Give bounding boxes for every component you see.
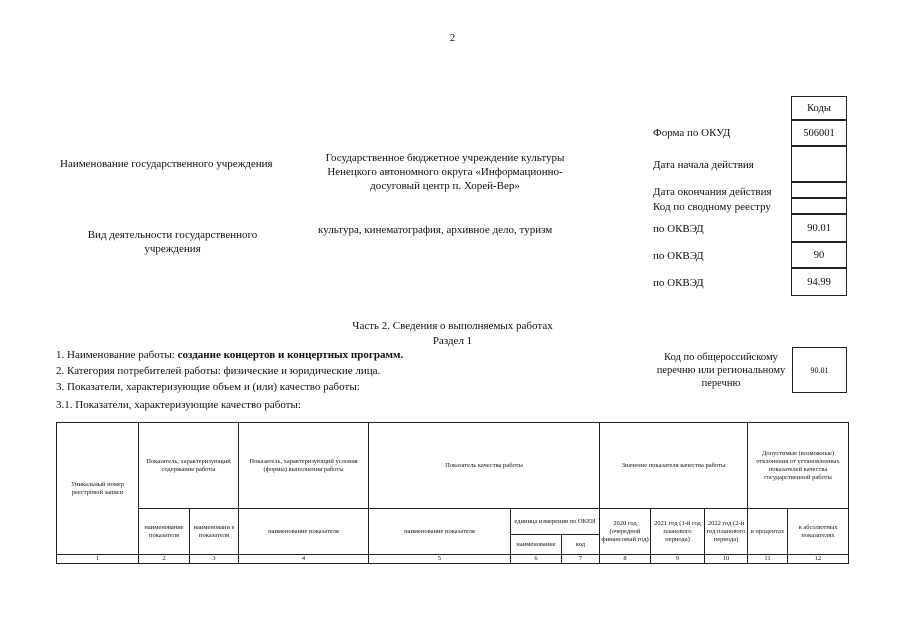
- sub-unit-okei: единица измерения по ОКЕИ: [511, 509, 600, 535]
- sub-absolute: в абсолютных показателях: [788, 509, 849, 555]
- column-number: 9: [651, 555, 705, 564]
- okved-value-1: 90.01: [791, 214, 847, 242]
- registry-label: Код по сводному реестру: [653, 201, 771, 213]
- activity-label: [60, 228, 285, 256]
- column-number: 1: [57, 555, 139, 564]
- column-number: 4: [239, 555, 369, 564]
- column-number: 7: [562, 555, 600, 564]
- sub-year-2020: 2020 год (очередной финансовый год): [600, 509, 651, 555]
- start-date-label: Дата начала действия: [653, 159, 754, 171]
- okved-label-3: по ОКВЭД: [653, 277, 704, 289]
- end-date-label: Дата окончания действия: [653, 186, 772, 198]
- sub-unit-code: код: [562, 535, 600, 555]
- activity-label-line: Вид деятельности государственного: [87, 229, 258, 241]
- institution-value-line: Государственное бюджетное учреждение культуры: [325, 152, 565, 164]
- activity-value: культура, кинематография, архивное дело, туризм: [318, 224, 553, 236]
- column-number: 8: [600, 555, 651, 564]
- sub-percent: в процентах: [748, 509, 788, 555]
- sub-year-2022: 2022 год (2-й год планового периода): [705, 509, 748, 555]
- quality-table: [56, 422, 849, 564]
- section-title: Раздел 1: [432, 335, 473, 347]
- okved-value-3: 94.99: [791, 268, 847, 296]
- activity-label-line: учреждения: [144, 243, 201, 255]
- header-unique-number: Уникальный номер реестровой записи: [57, 423, 139, 555]
- header-content-indicator: Показатель, характеризующий содержание работы: [139, 423, 239, 509]
- okved-value-2: 90: [791, 242, 847, 268]
- column-number: 2: [139, 555, 190, 564]
- work-name-prefix: 1. Наименование работы:: [56, 349, 178, 361]
- sub-indicator-name: наименование показателя: [369, 509, 511, 555]
- sub-unit-name: наименование: [511, 535, 562, 555]
- part-title: Часть 2. Сведения о выполняемых работах: [352, 320, 553, 332]
- institution-value: [300, 151, 590, 193]
- quality-title: 3.1. Показатели, характеризующие качество работы:: [56, 399, 301, 411]
- registry-code-label-line: перечню или региональному: [656, 365, 786, 376]
- page-number: 2: [449, 32, 456, 44]
- header-conditions-indicator: Показатель, характеризующий условия (формы) выполнения работы: [239, 423, 369, 509]
- okud-value: 506001: [791, 120, 847, 146]
- okved-label-1: по ОКВЭД: [653, 223, 704, 235]
- column-number: 3: [190, 555, 239, 564]
- column-number: 10: [705, 555, 748, 564]
- indicators-title: 3. Показатели, характеризующие объем и (или) качество работы:: [56, 381, 360, 393]
- column-number: 12: [788, 555, 849, 564]
- sub-indicator-name: наименование показателя: [139, 509, 190, 555]
- registry-code-label-line: перечню: [701, 378, 741, 389]
- column-number: 6: [511, 555, 562, 564]
- okved-label-2: по ОКВЭД: [653, 250, 704, 262]
- registry-code-label-line: Код по общероссийскому: [664, 352, 778, 363]
- codes-header: Коды: [791, 96, 847, 120]
- column-number: 11: [748, 555, 788, 564]
- okud-label: Форма по ОКУД: [653, 127, 731, 139]
- consumer-category: 2. Категория потребителей работы: физические и юридические лица.: [56, 365, 381, 377]
- work-name: [56, 348, 403, 362]
- institution-value-line: досуговый центр п. Хорей-Вер»: [370, 180, 520, 192]
- work-name-value: создание концертов и концертных программ.: [177, 349, 404, 361]
- header-quality-indicator: Показатель качества работы: [369, 423, 600, 509]
- sub-year-2021: 2021 год (1-й год планового периода): [651, 509, 705, 555]
- header-quality-value: Значение показателя качества работы: [600, 423, 748, 509]
- start-date-value: [791, 146, 847, 182]
- registry-code-label: [650, 351, 792, 390]
- end-date-value: [791, 182, 847, 198]
- sub-indicator-name: наименование показателя: [239, 509, 369, 555]
- header-deviation: Допустимые (возможные) отклонения от установленных показателей качества государственной работы: [748, 423, 849, 509]
- institution-label: Наименование государственного учреждения: [60, 158, 273, 170]
- registry-code-value: 90.01: [792, 347, 847, 393]
- institution-value-line: Ненецкого автономного округа «Информационно-: [327, 166, 563, 178]
- sub-indicator-name: наименовани е показателя: [190, 509, 239, 555]
- column-number: 5: [369, 555, 511, 564]
- registry-value: [791, 198, 847, 214]
